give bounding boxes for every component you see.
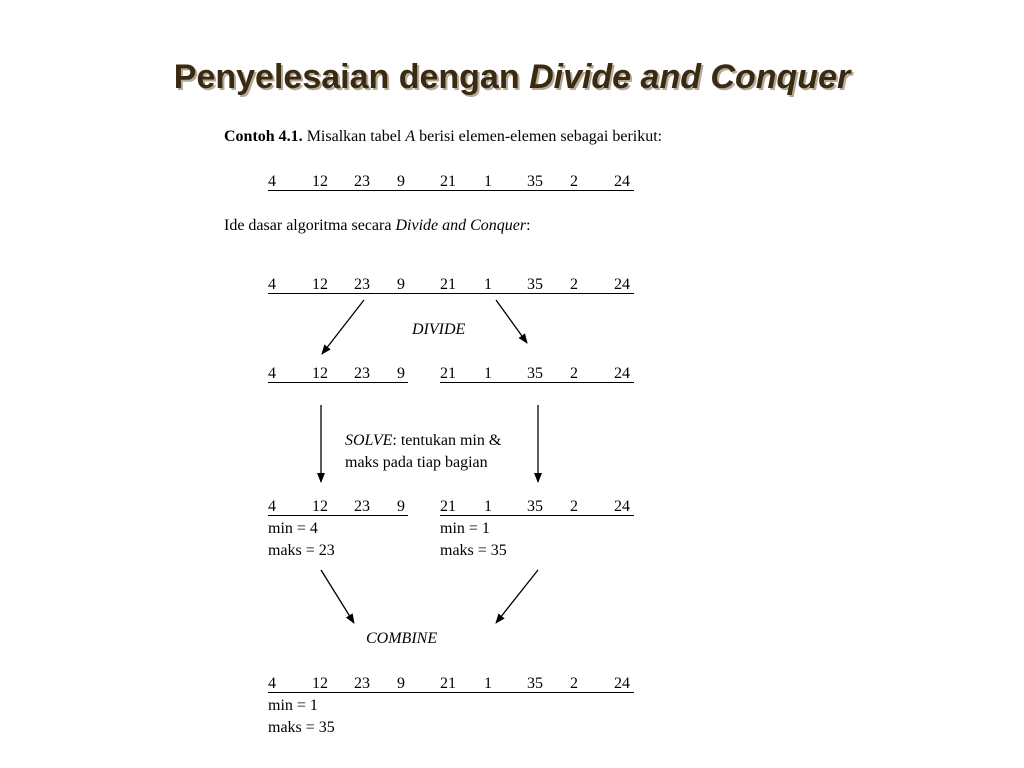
final-max: maks = 35 [268,719,335,736]
solve-line-2: maks pada tiap bagian [345,454,488,471]
example-heading: Contoh 4.1. Misalkan tabel A berisi elemen-elemen sebagai berikut: [224,128,663,145]
divide-arrow-left [322,300,364,354]
right-max: maks = 35 [440,542,507,559]
left-min: min = 4 [268,520,318,537]
combine-label: COMBINE [366,630,438,647]
combine-arrow-right [496,570,538,623]
divide-arrow-right [496,300,527,343]
solve-line-1: SOLVE: tentukan min & [345,432,502,449]
slide-title: Penyelesaian dengan Divide and Conquer [173,58,851,96]
divide-label: DIVIDE [412,321,466,338]
left-max: maks = 23 [268,542,335,559]
right-min: min = 1 [440,520,490,537]
final-min: min = 1 [268,697,318,714]
idea-text: Ide dasar algoritma secara Divide and Conquer: [224,217,531,234]
combine-arrow-left [321,570,354,623]
